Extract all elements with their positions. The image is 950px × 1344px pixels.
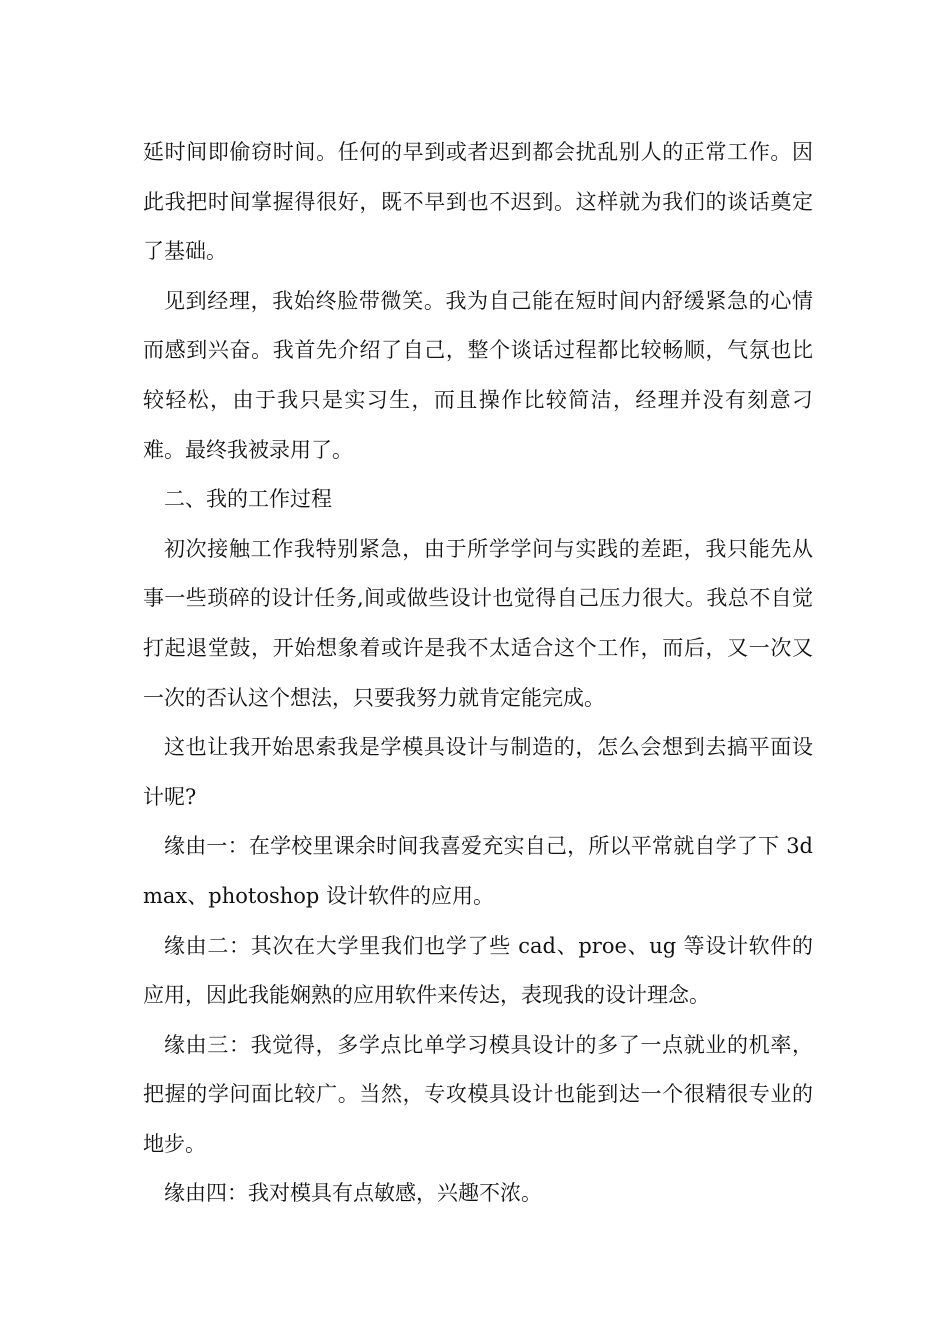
paragraph-reason-two: 缘由二：其次在大学里我们也学了些 cad、proe、ug 等设计软件的应用，因此我能娴熟的应用软件来传达，表现我的设计理念。: [143, 933, 813, 1008]
paragraph-first-contact: 初次接触工作我特别紧急，由于所学学问与实践的差距，我只能先从事一些琐碎的设计任务,间或做些设计也觉得自己压力很大。我总不自觉打起退堂鼓，开始想象着或许是我不太适合这个工作，而后，又一次又一次的否认这个想法，只要我努力就肯定能完成。: [143, 536, 813, 710]
paragraph-continuation: 延时间即偷窃时间。任何的早到或者迟到都会扰乱别人的正常工作。因此我把时间掌握得很好，既不早到也不迟到。这样就为我们的谈话奠定了基础。: [143, 140, 813, 264]
paragraph-reflection: 这也让我开始思索我是学模具设计与制造的，怎么会想到去搞平面设计呢?: [143, 735, 813, 809]
paragraph-reason-three: 缘由三：我觉得，多学点比单学习模具设计的多了一点就业的机率，把握的学问面比较广。当然，专攻模具设计也能到达一个很精很专业的地步。: [143, 1032, 813, 1156]
paragraph-interview: 见到经理，我始终脸带微笑。我为自己能在短时间内舒缓紧急的心情而感到兴奋。我首先介绍了自己，整个谈话过程都比较畅顺，气氛也比较轻松，由于我只是实习生，而且操作比较简洁，经理并没有刻意刁难。最终我被录用了。: [143, 288, 813, 462]
section-heading-work-process: 二、我的工作过程: [164, 487, 332, 512]
body-text: [143, 128, 813, 1219]
paragraph-reason-one: 缘由一：在学校里课余时间我喜爱充实自己，所以平常就自学了下 3dmax、photoshop 设计软件的应用。: [143, 834, 813, 908]
paragraph-reason-four: 缘由四：我对模具有点敏感，兴趣不浓。: [164, 1181, 542, 1206]
